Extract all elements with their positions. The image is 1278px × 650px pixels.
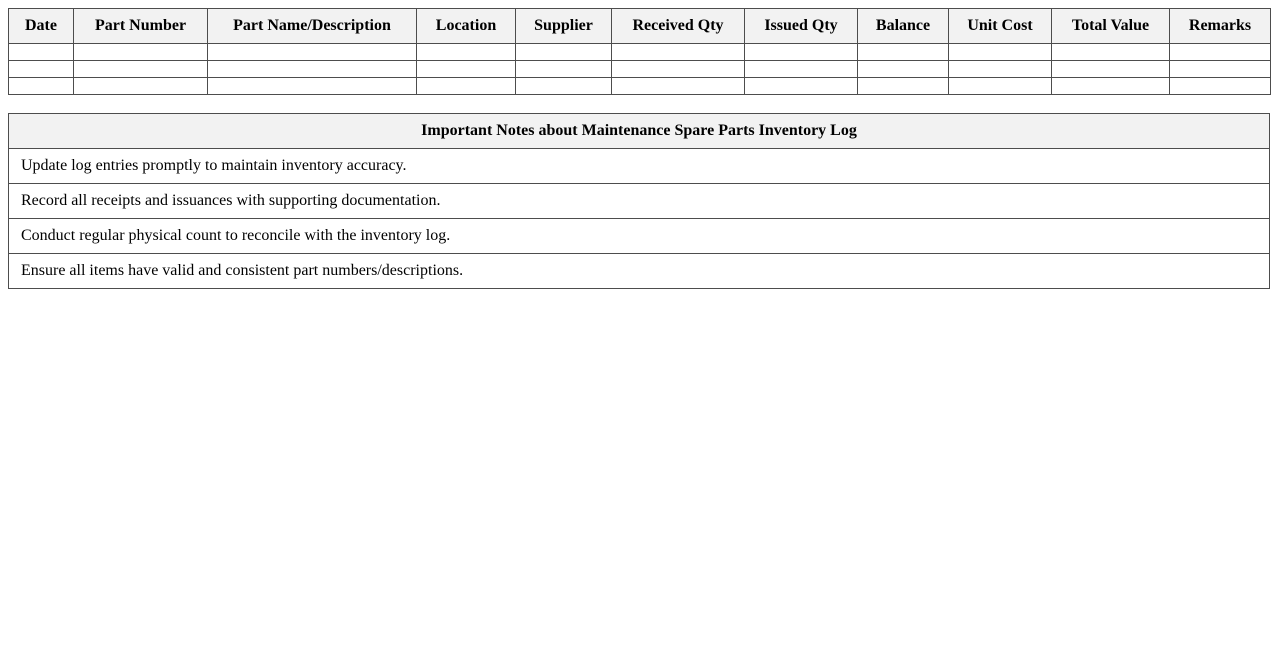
table-row xyxy=(9,44,1271,61)
column-header-date: Date xyxy=(9,9,74,44)
notes-table xyxy=(8,113,1270,289)
table-cell[interactable] xyxy=(745,44,858,61)
column-header-remarks: Remarks xyxy=(1170,9,1271,44)
table-cell[interactable] xyxy=(1170,61,1271,78)
table-cell[interactable] xyxy=(1170,78,1271,95)
table-cell[interactable] xyxy=(1052,44,1170,61)
table-cell[interactable] xyxy=(949,61,1052,78)
table-cell[interactable] xyxy=(612,44,745,61)
notes-title: Important Notes about Maintenance Spare Parts Inventory Log xyxy=(9,114,1270,149)
table-cell[interactable] xyxy=(858,61,949,78)
table-cell[interactable] xyxy=(745,61,858,78)
list-item xyxy=(9,254,1270,289)
table-cell[interactable] xyxy=(1052,61,1170,78)
list-item xyxy=(9,184,1270,219)
table-row xyxy=(9,61,1271,78)
table-cell[interactable] xyxy=(417,78,516,95)
note-text: Record all receipts and issuances with supporting documentation. xyxy=(9,184,1270,219)
table-cell[interactable] xyxy=(417,44,516,61)
table-header-row xyxy=(9,9,1271,44)
table-cell[interactable] xyxy=(9,61,74,78)
table-cell[interactable] xyxy=(1170,44,1271,61)
column-header-unit-cost: Unit Cost xyxy=(949,9,1052,44)
table-cell[interactable] xyxy=(208,61,417,78)
table-cell[interactable] xyxy=(516,44,612,61)
list-item xyxy=(9,149,1270,184)
column-header-part-name: Part Name/Description xyxy=(208,9,417,44)
table-cell[interactable] xyxy=(74,78,208,95)
column-header-total-value: Total Value xyxy=(1052,9,1170,44)
table-cell[interactable] xyxy=(9,44,74,61)
table-cell[interactable] xyxy=(74,44,208,61)
notes-header-row xyxy=(9,114,1270,149)
note-text: Ensure all items have valid and consistent part numbers/descriptions. xyxy=(9,254,1270,289)
table-row xyxy=(9,78,1271,95)
table-cell[interactable] xyxy=(612,61,745,78)
table-cell[interactable] xyxy=(858,78,949,95)
table-cell[interactable] xyxy=(612,78,745,95)
column-header-supplier: Supplier xyxy=(516,9,612,44)
table-cell[interactable] xyxy=(1052,78,1170,95)
table-cell[interactable] xyxy=(516,61,612,78)
table-cell[interactable] xyxy=(74,61,208,78)
note-text: Update log entries promptly to maintain inventory accuracy. xyxy=(9,149,1270,184)
inventory-log-table xyxy=(8,8,1271,95)
table-cell[interactable] xyxy=(208,78,417,95)
column-header-issued-qty: Issued Qty xyxy=(745,9,858,44)
table-cell[interactable] xyxy=(745,78,858,95)
table-cell[interactable] xyxy=(949,44,1052,61)
table-cell[interactable] xyxy=(208,44,417,61)
table-cell[interactable] xyxy=(9,78,74,95)
table-cell[interactable] xyxy=(949,78,1052,95)
note-text: Conduct regular physical count to reconcile with the inventory log. xyxy=(9,219,1270,254)
column-header-location: Location xyxy=(417,9,516,44)
document-body xyxy=(8,8,1270,289)
column-header-received-qty: Received Qty xyxy=(612,9,745,44)
table-cell[interactable] xyxy=(417,61,516,78)
column-header-part-number: Part Number xyxy=(74,9,208,44)
list-item xyxy=(9,219,1270,254)
table-cell[interactable] xyxy=(858,44,949,61)
column-header-balance: Balance xyxy=(858,9,949,44)
table-cell[interactable] xyxy=(516,78,612,95)
